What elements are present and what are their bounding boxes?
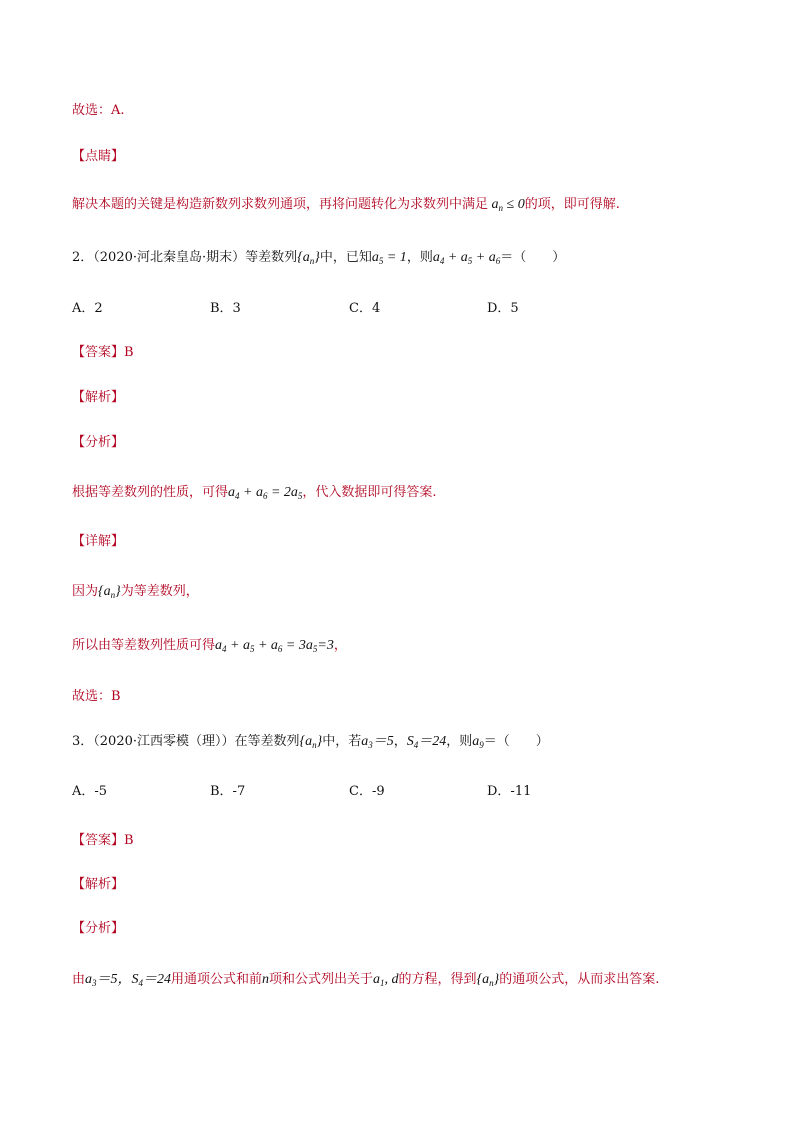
q2-stem-end: ＝（ ） xyxy=(500,250,566,265)
q3-fenxi-text xyxy=(72,971,659,989)
math-a3-eq-5: $a_3=5$ xyxy=(361,734,394,750)
q3-answer xyxy=(72,832,134,850)
q2-detail-line1 xyxy=(72,583,199,601)
math-seq-an-paren: $\{a_n\}$ xyxy=(299,734,323,750)
q2-stem-prefix: 2．（2020·河北秦皇岛·期末）等差数列 xyxy=(72,250,298,265)
q3-option-d: D．-11 xyxy=(487,784,532,799)
q3-answer-heading: 【答案】 xyxy=(72,833,125,848)
math-seq-an-3: $\{a_n\}$ xyxy=(476,972,500,988)
q3-option-c: C．-9 xyxy=(349,784,385,799)
q1-choice-line: 故选：A. xyxy=(72,103,125,118)
q1-point-text xyxy=(72,196,620,214)
q3-stem-prefix: 3．（2020·江西零模（理））在等差数列 xyxy=(72,734,300,749)
q2-stem-mid2: ，则 xyxy=(406,250,433,265)
math-a4-a5-a6: $a_4 + a_5 + a_6$ xyxy=(432,250,501,266)
q3-stem-end: ＝（ ） xyxy=(483,734,549,749)
q3-option-b: B．-7 xyxy=(210,784,246,799)
q2-fenxi-text-part2: ，代入数据即可得答案. xyxy=(302,485,437,500)
q2-detail-2-end: ， xyxy=(333,638,347,653)
math-a9: $a_9$ xyxy=(472,734,484,750)
q3-answer-value: B xyxy=(124,833,134,848)
q2-detail-heading: 【详解】 xyxy=(72,534,125,549)
math-s4-eq-24: $S_4=24$ xyxy=(406,734,447,750)
q2-answer-value: B xyxy=(124,345,134,360)
q3-stem xyxy=(72,733,549,751)
math-a5-eq-1: $a_5 = 1$ xyxy=(371,250,407,266)
q2-analysis-heading: 【解析】 xyxy=(72,390,125,405)
q3-fenxi-c: 项和公式列出关于 xyxy=(269,972,374,987)
q1-point-heading: 【点睛】 xyxy=(72,149,125,164)
q2-stem-mid1: 中，已知 xyxy=(319,250,372,265)
q2-option-c: C．4 xyxy=(349,301,381,316)
q3-option-a: A．-5 xyxy=(72,784,108,799)
q2-answer-heading: 【答案】 xyxy=(72,345,125,360)
q3-fenxi-a: 由 xyxy=(72,972,86,987)
q2-option-d: D．5 xyxy=(487,301,519,316)
q3-stem-mid1: 中，若 xyxy=(322,734,362,749)
q3-stem-mid3: ，则 xyxy=(446,734,473,749)
q2-stem xyxy=(72,249,565,267)
q2-fenxi-heading: 【分析】 xyxy=(72,435,125,450)
q2-choice-line: 故选：B xyxy=(72,689,121,704)
math-n: n xyxy=(262,972,270,987)
math-a3-5-s4-24: $a_3=5$，$S_4=24$ xyxy=(85,972,172,988)
q2-option-a: A．2 xyxy=(72,301,103,316)
q2-detail-1b: 为等差数列， xyxy=(120,584,199,599)
q2-option-b: B．3 xyxy=(210,301,241,316)
q1-point-text-part2: 的项，即可得解. xyxy=(524,197,620,212)
math-a-n-le-0: $a_n \le 0$ xyxy=(488,197,525,213)
math-sum-eq-3: $a_4 + a_5 + a_6 = 3a_5=3$ xyxy=(215,638,334,654)
q2-answer xyxy=(72,344,134,362)
q2-fenxi-text-part1: 根据等差数列的性质，可得 xyxy=(72,485,229,500)
q1-point-text-part1: 解决本题的关键是构造新数列求数列通项，再将问题转化为求数列中满足 xyxy=(72,197,489,212)
q3-fenxi-d: 的方程，得到 xyxy=(398,972,477,987)
q3-fenxi-b: 用通项公式和前 xyxy=(171,972,263,987)
q2-fenxi-text xyxy=(72,484,437,502)
math-seq-an: $\{a_n\}$ xyxy=(297,250,320,266)
q2-detail-2: 所以由等差数列性质可得 xyxy=(72,638,216,653)
q3-analysis-heading: 【解析】 xyxy=(72,877,125,892)
q3-stem-mid2: ， xyxy=(393,734,407,749)
q3-fenxi-e: 的通项公式，从而求出答案. xyxy=(499,972,660,987)
math-seq-an-2: $\{a_n\}$ xyxy=(98,584,121,600)
math-a1-d: $a_1$, d xyxy=(373,972,399,988)
q2-detail-line2 xyxy=(72,637,347,655)
q2-detail-1a: 因为 xyxy=(72,584,99,599)
math-a4-a6-2a5: $a_4 + a_6 = 2a_5$ xyxy=(228,485,303,501)
q3-fenxi-heading: 【分析】 xyxy=(72,921,125,936)
